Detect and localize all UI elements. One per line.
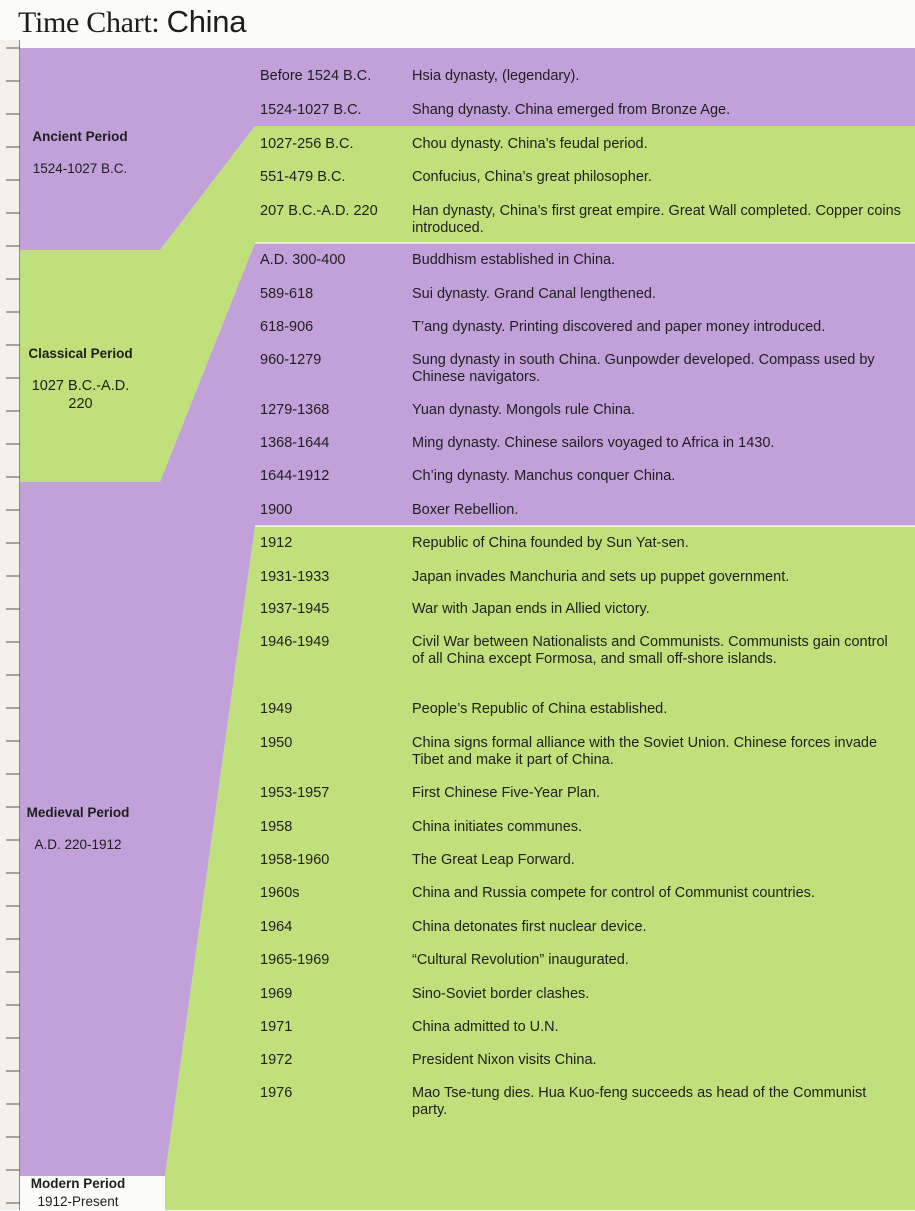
event-date: 960-1279: [260, 352, 322, 368]
event-desc: Hsia dynasty, (legendary).: [412, 68, 580, 84]
period-range: A.D. 220-1912: [34, 837, 122, 852]
event-desc: Yuan dynasty. Mongols rule China.: [412, 402, 636, 418]
period-name: Ancient Period: [32, 129, 128, 144]
event-desc: Civil War between Nationalists and Communists. Communists gain control of all China except Formosa, and small off-shore islands.: [412, 634, 888, 667]
event-date: 1931-1933: [260, 569, 330, 585]
event-desc: Shang dynasty. China emerged from Bronze Age.: [412, 102, 731, 118]
timeline-ruler: [0, 40, 20, 1210]
event-date: 1524-1027 B.C.: [260, 102, 362, 118]
event-date: 207 B.C.-A.D. 220: [260, 203, 378, 219]
event-date: 1971: [260, 1019, 293, 1035]
event-desc: Ch’ing dynasty. Manchus conquer China.: [412, 468, 676, 484]
event-desc: China detonates first nuclear device.: [412, 919, 647, 935]
period-ancient: [20, 128, 140, 178]
event-date: 1972: [260, 1052, 293, 1068]
event-desc: Boxer Rebellion.: [412, 502, 519, 518]
period-range: 1912-Present: [37, 1194, 119, 1209]
event-date: 1912: [260, 535, 293, 551]
event-date: A.D. 300-400: [260, 252, 346, 268]
event-date: 1027-256 B.C.: [260, 136, 354, 152]
event-date: 1644-1912: [260, 468, 330, 484]
period-modern: [18, 1175, 138, 1211]
event-desc: China signs formal alliance with the Soviet Union. Chinese forces invade Tibet and make it part of China.: [412, 735, 878, 768]
event-date: 1279-1368: [260, 402, 330, 418]
event-desc: China and Russia compete for control of Communist countries.: [412, 885, 815, 901]
event-desc: China admitted to U.N.: [412, 1019, 559, 1035]
event-desc: “Cultural Revolution” inaugurated.: [412, 952, 629, 968]
event-desc: Republic of China founded by Sun Yat-sen.: [412, 535, 689, 551]
event-desc: T’ang dynasty. Printing discovered and paper money introduced.: [412, 319, 826, 335]
title-prefix: Time Chart:: [18, 6, 160, 39]
event-desc: Buddhism established in China.: [412, 252, 616, 268]
event-date: 551-479 B.C.: [260, 169, 346, 185]
event-date: 1958: [260, 819, 293, 835]
event-date: 1969: [260, 986, 293, 1002]
event-date: 1950: [260, 735, 293, 751]
event-desc: People’s Republic of China established.: [412, 701, 668, 717]
period-name: Classical Period: [28, 346, 133, 361]
event-desc: Japan invades Manchuria and sets up puppet government.: [412, 569, 790, 585]
period-name: Medieval Period: [26, 805, 130, 820]
event-date: 1368-1644: [260, 435, 330, 451]
event-desc: Sui dynasty. Grand Canal lengthened.: [412, 286, 656, 302]
period-classical: [18, 345, 143, 413]
event-desc: Sino-Soviet border clashes.: [412, 986, 590, 1002]
event-date: 589-618: [260, 286, 314, 302]
event-desc: Sung dynasty in south China. Gunpowder developed. Compass used by Chinese navigators.: [412, 352, 875, 385]
event-desc: Han dynasty, China’s first great empire. Great Wall completed. Copper coins introduced.: [412, 203, 901, 236]
event-desc: Chou dynasty. China’s feudal period.: [412, 136, 648, 152]
title-main: China: [166, 4, 247, 39]
event-desc: The Great Leap Forward.: [412, 852, 575, 868]
event-date: 1949: [260, 701, 293, 717]
event-desc: China initiates communes.: [412, 819, 583, 835]
event-desc: Confucius, China’s great philosopher.: [412, 169, 652, 185]
event-date: 1953-1957: [260, 785, 330, 801]
event-date: 1946-1949: [260, 634, 330, 650]
event-date: 1960s: [260, 885, 300, 901]
event-date: 1900: [260, 502, 293, 518]
period-range: 1524-1027 B.C.: [32, 161, 128, 176]
event-desc: President Nixon visits China.: [412, 1052, 597, 1068]
event-date: Before 1524 B.C.: [260, 68, 372, 84]
event-desc: First Chinese Five-Year Plan.: [412, 785, 601, 801]
event-desc: Ming dynasty. Chinese sailors voyaged to Africa in 1430.: [412, 435, 775, 451]
event-date: 1964: [260, 919, 293, 935]
period-medieval: [18, 804, 138, 854]
period-range: 1027 B.C.-A.D. 220: [31, 378, 130, 412]
event-desc: War with Japan ends in Allied victory.: [412, 601, 650, 617]
event-desc: Mao Tse-tung dies. Hua Kuo-feng succeeds as head of the Communist party.: [412, 1085, 867, 1118]
period-name: Modern Period: [30, 1176, 126, 1191]
event-date: 1965-1969: [260, 952, 330, 968]
event-date: 618-906: [260, 319, 314, 335]
event-date: 1958-1960: [260, 852, 330, 868]
event-date: 1976: [260, 1085, 293, 1101]
event-date: 1937-1945: [260, 601, 330, 617]
